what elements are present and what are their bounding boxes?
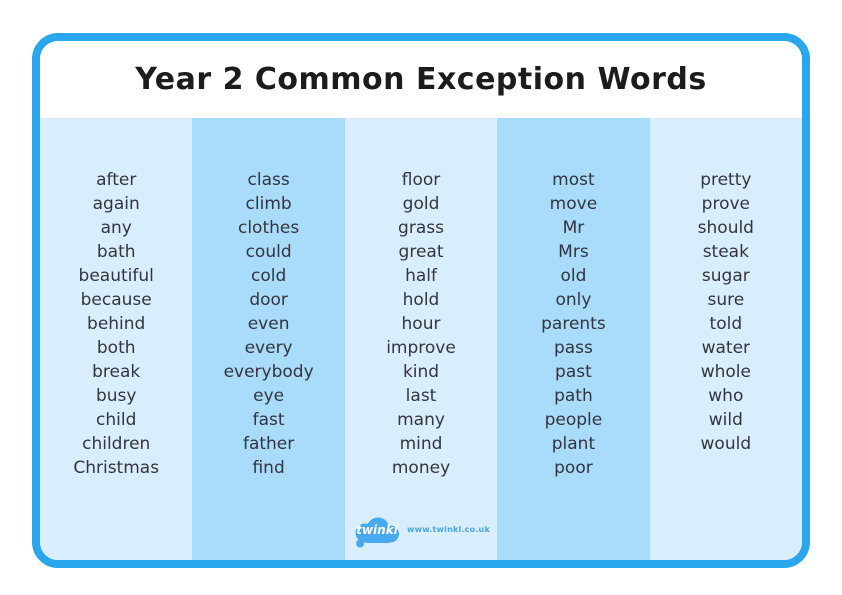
word-column-5 <box>650 118 802 560</box>
word-item: wild <box>708 410 743 430</box>
word-item: prove <box>701 194 750 214</box>
word-item: whole <box>700 362 751 382</box>
word-item: past <box>555 362 592 382</box>
word-item: Mrs <box>558 242 589 262</box>
word-item: pretty <box>700 170 752 190</box>
word-item: because <box>80 290 152 310</box>
twinkl-cloud-icon <box>352 516 402 548</box>
word-item: floor <box>401 170 441 190</box>
word-item: break <box>92 362 141 382</box>
word-item: Christmas <box>73 458 160 478</box>
page-title: Year 2 Common Exception Words <box>135 62 707 97</box>
word-item: move <box>549 194 598 214</box>
twinkl-brand-text: twinkl <box>356 523 398 537</box>
word-columns <box>40 118 802 560</box>
word-item: sugar <box>701 266 750 286</box>
word-column-4 <box>497 118 649 560</box>
word-item: water <box>701 338 751 358</box>
word-item: gold <box>402 194 440 214</box>
word-item: most <box>552 170 595 190</box>
word-item: hold <box>402 290 440 310</box>
word-item: both <box>96 338 136 358</box>
word-item: children <box>82 434 151 454</box>
word-item: pass <box>553 338 593 358</box>
word-item: people <box>544 410 603 430</box>
word-item: old <box>560 266 587 286</box>
word-mat-card <box>32 33 810 568</box>
word-item: sure <box>707 290 745 310</box>
word-item: plant <box>551 434 596 454</box>
word-item: class <box>247 170 290 190</box>
word-item: child <box>96 410 137 430</box>
word-item: behind <box>87 314 146 334</box>
word-item: any <box>100 218 132 238</box>
word-item: should <box>697 218 754 238</box>
word-item: father <box>242 434 295 454</box>
word-item: bath <box>96 242 136 262</box>
word-item: beautiful <box>78 266 154 286</box>
twinkl-url-text: www.twinkl.co.uk <box>407 524 490 534</box>
word-item: hour <box>401 314 441 334</box>
word-item: who <box>708 386 744 406</box>
word-column-1 <box>40 118 192 560</box>
word-column-3 <box>345 118 497 560</box>
word-item: poor <box>554 458 593 478</box>
word-item: find <box>252 458 285 478</box>
word-item: many <box>397 410 445 430</box>
word-item: great <box>398 242 444 262</box>
word-item: grass <box>398 218 444 238</box>
word-item: after <box>96 170 137 190</box>
word-item: climb <box>245 194 292 214</box>
word-item: door <box>249 290 288 310</box>
word-item: cold <box>250 266 287 286</box>
word-item: half <box>405 266 437 286</box>
word-item: eye <box>253 386 285 406</box>
word-item: money <box>391 458 451 478</box>
word-item: mind <box>399 434 443 454</box>
word-item: only <box>555 290 592 310</box>
word-item: everybody <box>223 362 314 382</box>
word-item: kind <box>402 362 440 382</box>
word-item: again <box>92 194 140 214</box>
word-item: Mr <box>562 218 585 238</box>
twinkl-logo <box>352 516 490 548</box>
word-item: could <box>245 242 292 262</box>
word-item: steak <box>702 242 749 262</box>
word-item: busy <box>95 386 137 406</box>
header <box>40 41 802 118</box>
word-item: fast <box>252 410 285 430</box>
word-column-2 <box>192 118 344 560</box>
word-item: would <box>700 434 752 454</box>
word-item: every <box>244 338 293 358</box>
word-item: parents <box>541 314 606 334</box>
word-item: even <box>247 314 290 334</box>
word-item: path <box>554 386 593 406</box>
word-item: improve <box>386 338 456 358</box>
word-item: last <box>405 386 437 406</box>
word-item: told <box>709 314 743 334</box>
word-item: clothes <box>237 218 300 238</box>
